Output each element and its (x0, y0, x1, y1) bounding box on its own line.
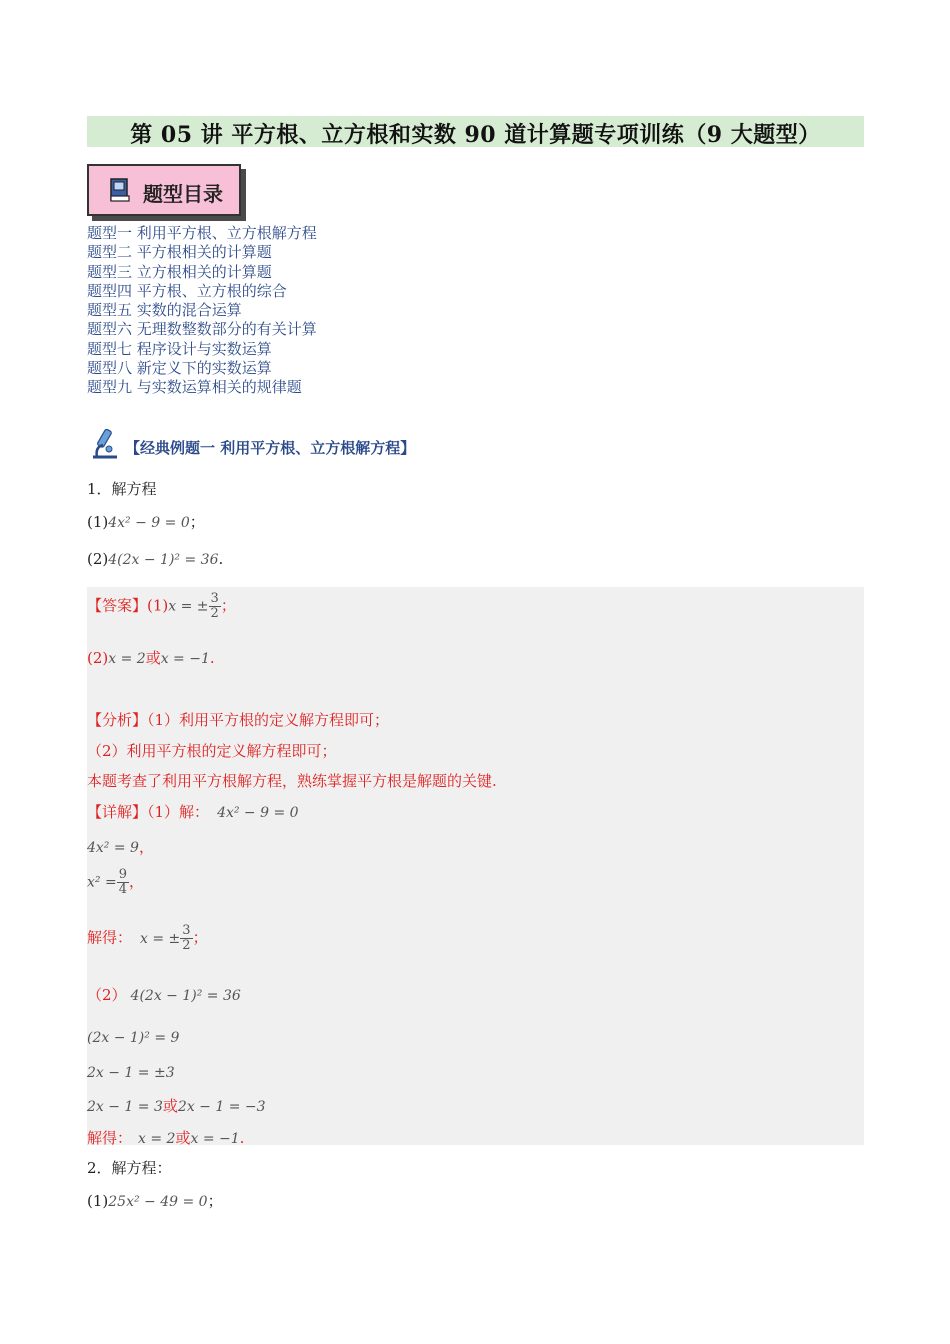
detail-tag: 【详解】 (87, 803, 148, 821)
equation: x = 2 (138, 1131, 176, 1147)
punct: . (239, 1129, 245, 1147)
punct: ； (189, 513, 205, 531)
detail-step-5 (87, 1063, 175, 1081)
punct: ， (128, 872, 144, 891)
question-1-part-2 (87, 550, 223, 568)
equation: 2x − 1 = ±3 (87, 1065, 175, 1081)
example-heading: 【经典例题一 利用平方根、立方根解方程】 (125, 439, 416, 457)
denominator: 2 (182, 938, 191, 953)
answer-line-2 (87, 647, 215, 668)
equation: 4x² − 9 = 0 (217, 805, 299, 821)
equation: x² = (87, 874, 117, 891)
analysis-line-3: 本题考查了利用平方根解方程，熟练掌握平方根是解题的关键. (87, 772, 497, 790)
denominator: 2 (210, 606, 219, 621)
punct: . (209, 649, 215, 667)
toc-item[interactable]: 题型一 利用平方根、立方根解方程 (87, 224, 317, 242)
or-word: 或 (175, 1129, 191, 1147)
solve-label: 解得： (87, 1129, 133, 1147)
question-2-stem: 2．解方程： (87, 1159, 172, 1177)
equation: 2x − 1 = 3 (87, 1099, 163, 1115)
equation: 2x − 1 = −3 (177, 1099, 266, 1115)
analysis-tag: 【分析】 (87, 711, 148, 729)
toc-list (87, 224, 317, 398)
equation: 4x² = 9 (87, 840, 139, 856)
toc-item[interactable]: 题型六 无理数整数部分的有关计算 (87, 320, 317, 339)
part-label: (1) (87, 513, 109, 531)
denominator: 4 (118, 882, 127, 897)
numerator: 9 (118, 867, 127, 882)
equation: 25x² − 49 = 0 (108, 1194, 208, 1210)
question-1-stem: 1．解方程 (87, 480, 157, 498)
equation: x = ± (140, 930, 181, 947)
equation: 4x² − 9 = 0 (108, 515, 190, 531)
equation: x = 2 (108, 651, 146, 667)
part-label: (2) (87, 550, 109, 568)
equation: x = ± (168, 598, 209, 615)
title-bar (87, 116, 864, 147)
detail-step-2 (87, 868, 144, 897)
detail-text: （2） (87, 986, 127, 1004)
toc-item[interactable]: 题型三 立方根相关的计算题 (87, 262, 272, 281)
toc-item[interactable]: 题型八 新定义下的实数运算 (87, 359, 272, 378)
numerator: 3 (210, 591, 219, 606)
punct: ； (220, 596, 236, 615)
page-title: 第 05 讲 平方根、立方根和实数 90 道计算题专项训练（9 大题型） (130, 122, 821, 148)
punct: ； (192, 928, 208, 947)
microscope-icon (87, 425, 123, 461)
toc-item[interactable]: 题型二 平方根相关的计算题 (87, 243, 272, 262)
analysis-line-2: （2）利用平方根的定义解方程即可； (87, 742, 337, 760)
question-1-part-1 (87, 511, 205, 532)
or-word: 或 (145, 649, 161, 667)
toc-item[interactable]: 题型五 实数的混合运算 (87, 301, 242, 320)
detail-line-1 (87, 801, 299, 822)
detail-part-2 (87, 984, 241, 1005)
part-label: (2) (87, 649, 109, 667)
part-label: (1) (87, 1192, 109, 1210)
fraction (209, 592, 221, 621)
fraction (117, 868, 129, 897)
part-label: (1) (147, 596, 169, 615)
equation: 4(2x − 1)² = 36 (130, 988, 241, 1004)
detail-step-6 (87, 1095, 266, 1116)
analysis-text: （1）利用平方根的定义解方程即可； (147, 711, 390, 729)
badge-label: 题型目录 (143, 182, 223, 206)
punct: . (218, 550, 224, 568)
detail-step-3 (87, 924, 208, 953)
toc-item[interactable]: 题型四 平方根、立方根的综合 (87, 281, 287, 300)
fraction (180, 924, 192, 953)
solve-label: 解得： (87, 928, 133, 947)
toc-badge (87, 164, 241, 216)
equation: 4(2x − 1)² = 36 (108, 552, 219, 568)
detail-step-4 (87, 1028, 179, 1046)
equation: (2x − 1)² = 9 (87, 1030, 180, 1046)
book-icon (109, 177, 131, 203)
detail-final (87, 1127, 244, 1148)
equation: x = −1 (160, 651, 210, 667)
punct: ， (138, 838, 154, 856)
toc-item[interactable]: 题型九 与实数运算相关的规律题 (87, 378, 302, 397)
detail-step-1 (87, 836, 154, 857)
answer-tag: 【答案】 (87, 596, 148, 615)
analysis-line-1 (87, 709, 389, 730)
equation: x = −1 (190, 1131, 240, 1147)
punct: ； (207, 1192, 223, 1210)
answer-line-1 (87, 592, 236, 621)
question-2-part-1 (87, 1190, 223, 1211)
numerator: 3 (182, 923, 191, 938)
detail-text: （1）解： (147, 803, 210, 821)
toc-item[interactable]: 题型七 程序设计与实数运算 (87, 339, 272, 358)
solution-block (87, 587, 864, 1145)
or-word: 或 (162, 1097, 178, 1115)
